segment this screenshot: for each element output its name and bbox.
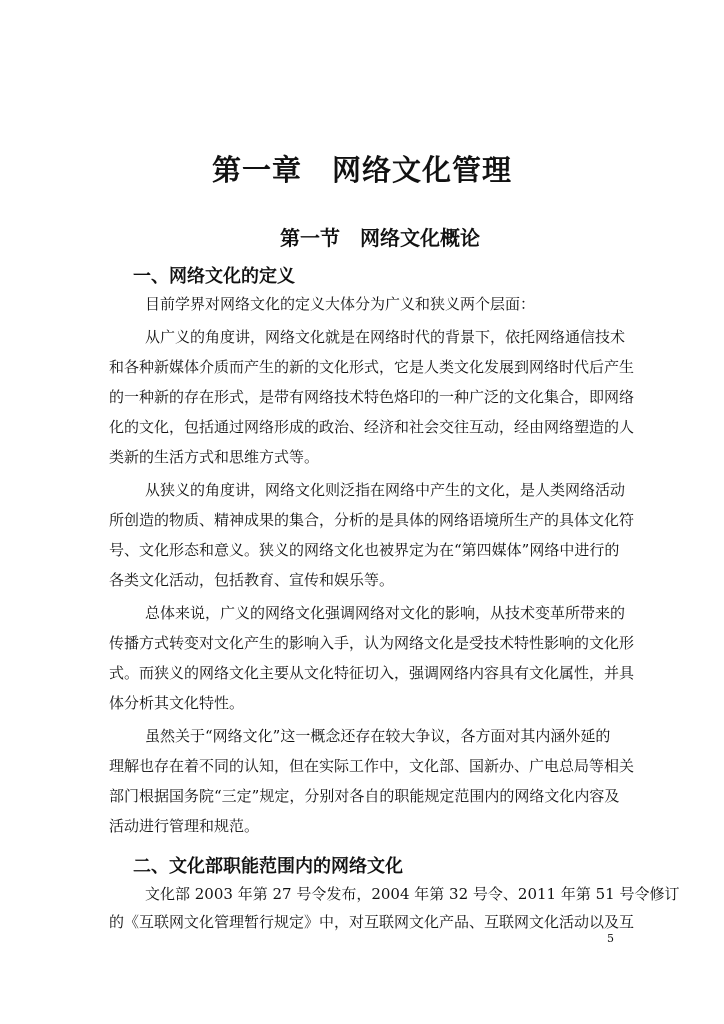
- paragraph-line: 的《互联网文化管理暂行规定》中，对互联网文化产品、互联网文化活动以及互: [109, 913, 635, 931]
- paragraph-line: 类新的生活方式和思维方式等。: [109, 448, 320, 466]
- paragraph-line: 文化部 2003 年第 27 号令发布，2004 年第 32 号令、2011 年第 51 号令修订: [145, 885, 680, 903]
- paragraph-line: 目前学界对网络文化的定义大体分为广义和狭义两个层面：: [145, 295, 536, 313]
- paragraph-line: 从狭义的角度讲，网络文化则泛指在网络中产生的文化，是人类网络活动: [145, 481, 626, 499]
- heading-definition: 一、网络文化的定义: [133, 266, 295, 287]
- paragraph-line: 各类文化活动，包括教育、宣传和娱乐等。: [109, 571, 395, 589]
- paragraph-line: 活动进行管理和规范。: [109, 817, 260, 835]
- paragraph-line: 号、文化形态和意义。狭义的网络文化也被界定为在“第四媒体”网络中进行的: [109, 541, 620, 559]
- paragraph-line: 传播方式转变对文化产生的影响入手，认为网络文化是受技术特性影响的文化形: [109, 634, 635, 652]
- paragraph-line: 部门根据国务院“三定”规定，分别对各自的职能规定范围内的网络文化内容及: [109, 787, 620, 805]
- paragraph-line: 和各种新媒体介质而产生的新的文化形式，它是人类文化发展到网络时代后产生: [109, 358, 635, 376]
- paragraph-line: 理解也存在着不同的认知，但在实际工作中，文化部、国新办、广电总局等相关: [109, 757, 635, 775]
- paragraph-line: 式。而狭义的网络文化主要从文化特征切入，强调网络内容具有文化属性，并具: [109, 664, 635, 682]
- paragraph-line: 所创造的物质、精神成果的集合，分析的是具体的网络语境所生产的具体文化符: [109, 511, 635, 529]
- paragraph-line: 虽然关于“网络文化”这一概念还存在较大争议，各方面对其内涵外延的: [145, 727, 611, 745]
- paragraph-line: 的一种新的存在形式，是带有网络技术特色烙印的一种广泛的文化集合，即网络: [109, 388, 635, 406]
- paragraph-line: 化的文化，包括通过网络形成的政治、经济和社会交往互动，经由网络塑造的人: [109, 418, 635, 436]
- paragraph-line: 总体来说，广义的网络文化强调网络对文化的影响，从技术变革所带来的: [145, 604, 626, 622]
- section-title: 第一节 网络文化概论: [280, 226, 480, 250]
- chapter-title: 第一章 网络文化管理: [211, 153, 512, 187]
- paragraph-line: 从广义的角度讲，网络文化就是在网络时代的背景下，依托网络通信技术: [145, 328, 626, 346]
- page-number: 5: [607, 932, 614, 945]
- paragraph-line: 体分析其文化特性。: [109, 694, 245, 712]
- heading-ministry-scope: 二、文化部职能范围内的网络文化: [133, 856, 403, 877]
